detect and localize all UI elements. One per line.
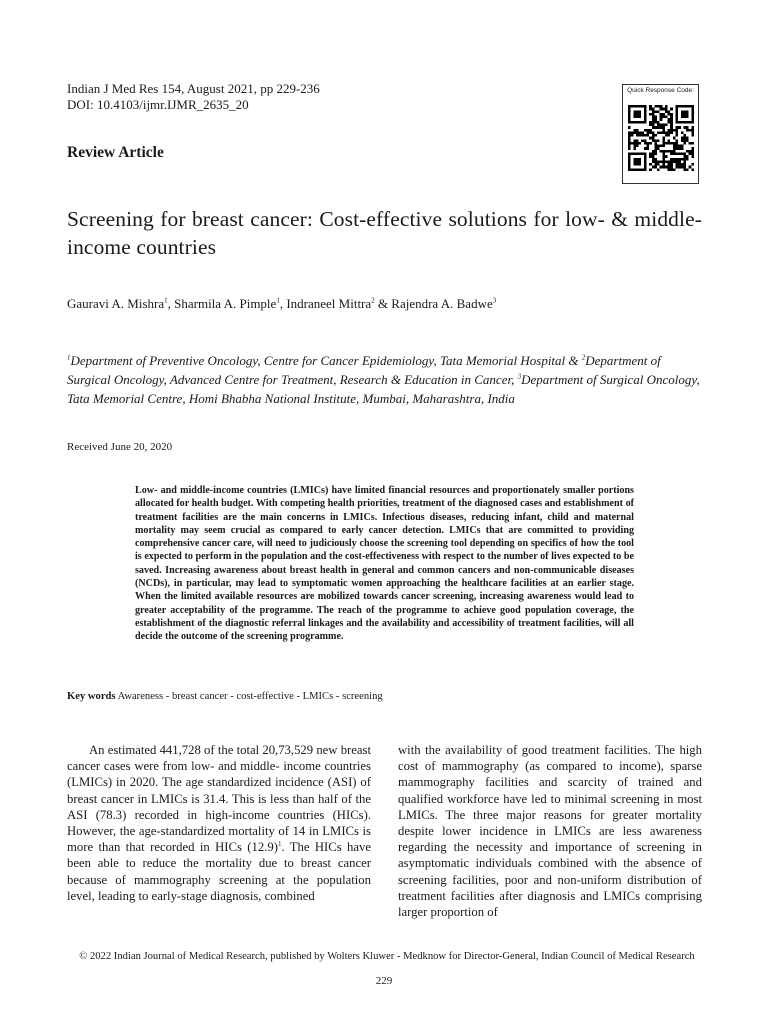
author-list [67,296,707,312]
page-number: 229 [375,975,393,987]
affiliations [67,351,707,408]
author-affiliation-sup: 1 [276,296,280,305]
author-name: Sharmila A. Pimple [174,296,277,311]
author-name: Gauravi A. Mishra [67,296,165,311]
author-separator: , [167,296,175,311]
author-separator: & [374,296,392,311]
qr-code-icon [628,105,694,171]
affiliation-sup: 3 [517,372,522,381]
page-title: Screening for breast cancer: Cost-effective solutions for low- & middle-income countries [67,207,702,259]
article-type: Review Article [67,144,164,161]
keywords-text: Awareness - breast cancer - cost-effective - LMICs - screening [117,691,383,702]
abstract: Low- and middle-income countries (LMICs) have limited financial resources and proportionately smaller portions allocated for health budget. With competing health priorities, treatment of the diagnosed cases and establishment of treatment facilities are the main concerns in LMICs. Infectious diseases, reducing infant, child and maternal mortality may seem crucial as compared to early cancer detection. LMICs that are committed to providing comprehensive cancer care, will need to judiciously choose the screening tool depending on specifics of how the tool is expected to perform in the population and the cost-effectiveness with respect to the number of lives expected to be saved. Increasing awareness about breast health in general and common cancers and non-communicable diseases (NCDs), in particular, may lead to symptomatic women approaching the healthcare facilities at an earlier stage. When the limited available resources are mobilized towards cancer screening, increasing awareness would lead to greater acceptability of the programme. The reach of the programme to achieve good population coverage, the establishment of the diagnostic referral linkages and the availability and accessibility of treatment facilities, will all decide the outcome of the screening programme. [135,485,634,643]
body-text-left-1: An estimated 441,728 of the total 20,73,529 new breast cancer cases were from low- and middle- income countries (LMICs) in 2020. The age standardized incidence (ASI) of breast cancer in LMICs is 31.4. This is less than half of the ASI (78.3) recorded in high-income countries (HICs). However, the age-standardized mortality of 14 in LMICs is more than that recorded in HICs (12.9) [67,743,371,855]
affiliation-sup: 1 [67,353,71,362]
author-separator: , [279,296,287,311]
qr-code-box [622,84,699,184]
author-name: Rajendra A. Badwe [391,296,493,311]
citation-sup: 1 [277,839,282,848]
received-date: Received June 20, 2020 [67,441,173,453]
keywords-label: Key words [67,691,116,702]
affiliation-text: Department of Preventive Oncology, Centre for Cancer Epidemiology, Tata Memorial Hospital & [70,353,582,368]
affiliation-text: Department of Surgical Oncology, Tata Memorial Centre, Homi Bhabha National Institute, Mumbai, Maharashtra, India [67,372,700,406]
body-text-left-2: . The HICs have been able to reduce the mortality due to breast cancer because of mammography screening at the population level, leading to early-stage diagnosis, combined [67,840,371,903]
affiliation-sup: 2 [581,353,586,362]
doi: DOI: 10.4103/ijmr.IJMR_2635_20 [67,97,249,112]
author-affiliation-sup: 1 [164,296,168,305]
copyright-notice: © 2022 Indian Journal of Medical Research, published by Wolters Kluwer - Medknow for Director-General, Indian Council of Medical Research [79,951,695,962]
qr-label: Quick Response Code: [627,87,694,94]
body-column-right: with the availability of good treatment facilities. The high cost of mammography (as compared to income), sparse mammography facilities and scarcity of trained and qualified workforce have led to minimal screening in most LMICs. The three major reasons for greater mortality despite lower incidence in LMICs are less awareness regarding the necessity and importance of screening in asymptomatic individuals combined with the absence of screening facilities, poor and non-uniform distribution of treatment facilities after diagnosis and LMICs comprising larger proportion of [398,743,702,920]
affiliation-text: Department of Surgical Oncology, Advanced Centre for Treatment, Research & Education in Cancer, [67,353,661,387]
author-affiliation-sup: 3 [492,296,497,305]
body-column-left [67,742,371,904]
keywords [67,691,707,702]
author-affiliation-sup: 2 [371,296,375,305]
author-name: Indraneel Mittra [286,296,372,311]
journal-reference: Indian J Med Res 154, August 2021, pp 229-236 [67,81,320,96]
